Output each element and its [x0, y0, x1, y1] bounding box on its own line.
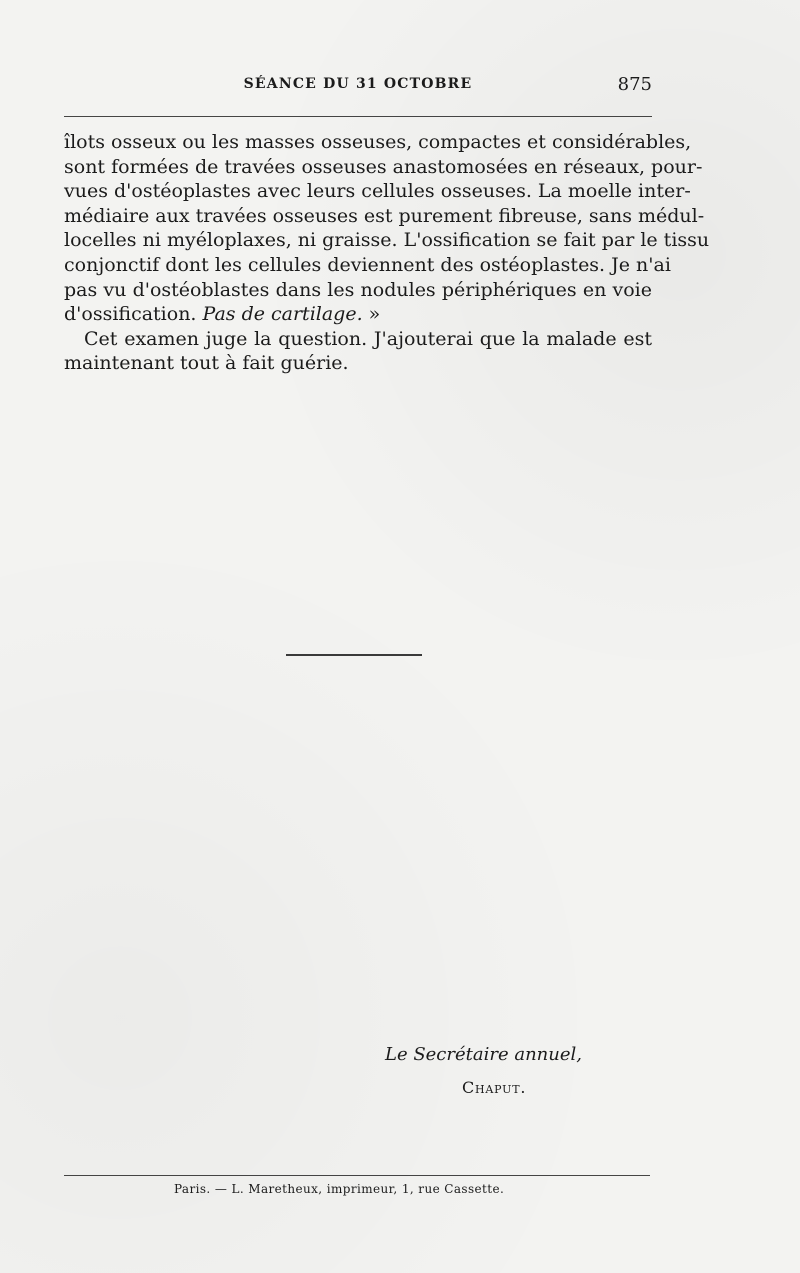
closing-quote: » — [362, 303, 381, 326]
text-line: Cet examen juge la question. J'ajouterai que la malade est — [84, 327, 652, 350]
text-line: îlots osseux ou les masses osseuses, compactes et considérables, — [64, 131, 692, 153]
text-line-start: d'ossification. — [64, 303, 203, 326]
text-line: médiaire aux travées osseuses est purement fibreuse, sans médul- — [64, 204, 705, 227]
text-line: locelles ni myéloplaxes, ni graisse. L'ossification se fait par le tissu — [64, 229, 710, 252]
signature-name: Chaput. — [462, 1078, 527, 1097]
text-line: maintenant tout à fait guérie. — [64, 352, 349, 375]
printer-imprint: Paris. — L. Maretheux, imprimeur, 1, rue Cassette. — [174, 1182, 505, 1196]
section-divider — [286, 654, 422, 656]
main-text — [64, 130, 710, 376]
text-line: conjonctif dont les cellules deviennent des ostéoplastes. Je n'ai — [64, 253, 671, 276]
text-line: pas vu d'ostéoblastes dans les nodules périphériques en voie — [64, 278, 652, 301]
text-line: vues d'ostéoplastes avec leurs cellules osseuses. La moelle inter- — [64, 180, 691, 203]
italic-phrase: Pas de cartilage. — [202, 303, 363, 326]
page-number: 875 — [617, 74, 652, 95]
running-title: SÉANCE DU 31 OCTOBRE — [243, 76, 473, 92]
footer-rule — [64, 1175, 650, 1176]
header-rule — [64, 116, 652, 117]
text-line: sont formées de travées osseuses anastomosées en réseaux, pour- — [64, 155, 703, 178]
signature-role: Le Secrétaire annuel, — [385, 1044, 582, 1065]
page-header — [64, 76, 652, 104]
text-line — [64, 302, 652, 327]
